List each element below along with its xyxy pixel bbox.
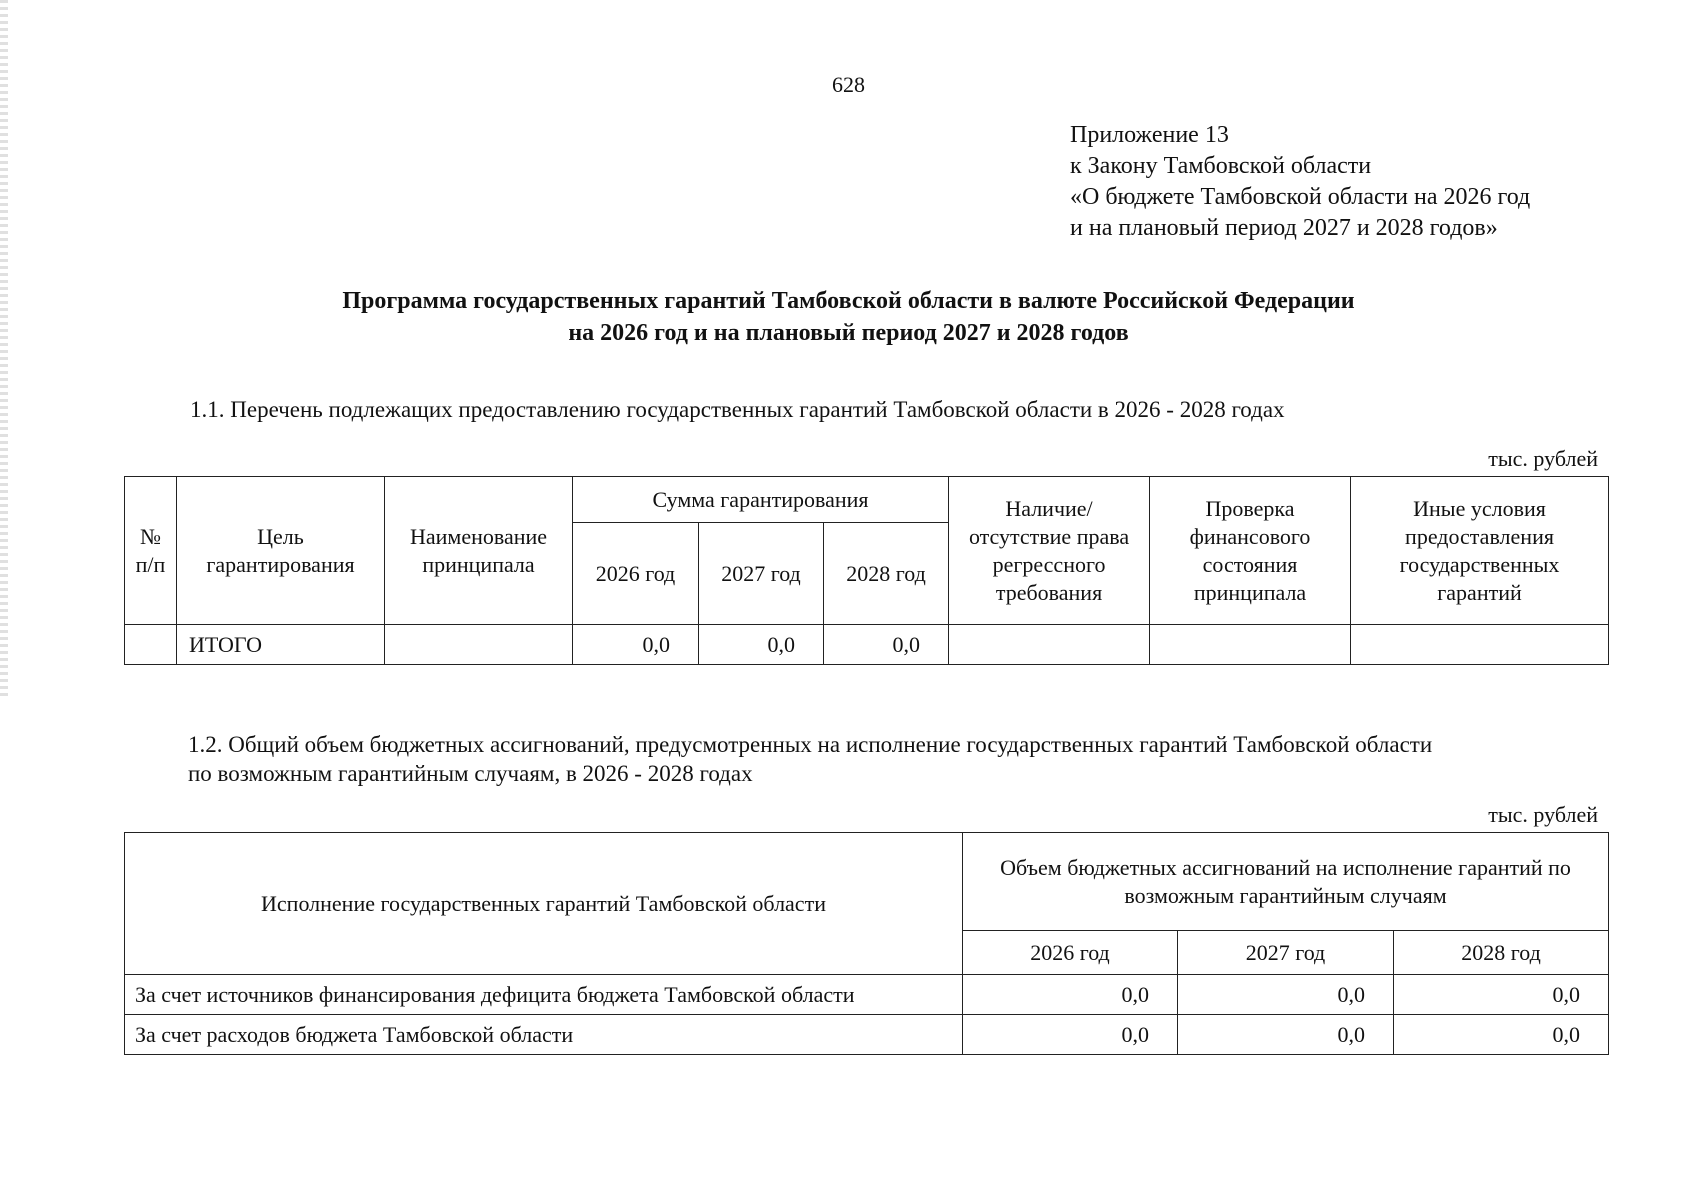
appendix-line: и на плановый период 2027 и 2028 годов» <box>1070 215 1498 241</box>
guarantees-table <box>124 476 1609 665</box>
row-value-2028: 0,0 <box>1394 975 1609 1015</box>
total-other <box>1351 625 1609 665</box>
table-row <box>125 975 1609 1015</box>
total-2026: 0,0 <box>573 625 699 665</box>
title-line-2: на 2026 год и на плановый период 2027 и 2028 годов <box>568 320 1129 346</box>
row-label: За счет расходов бюджета Тамбовской области <box>125 1015 963 1055</box>
scan-edge-artifact <box>0 0 8 700</box>
section-2-heading-line-1: 1.2. Общий объем бюджетных ассигнований, предусмотренных на исполнение государственных гарантий Тамбовской области <box>188 732 1433 757</box>
table-row <box>125 1015 1609 1055</box>
header-year-2026: 2026 год <box>573 523 699 625</box>
total-label: ИТОГО <box>177 625 385 665</box>
header-sum: Сумма гарантирования <box>573 477 949 523</box>
total-regress <box>949 625 1150 665</box>
row-value-2027: 0,0 <box>1178 1015 1394 1055</box>
row-value-2027: 0,0 <box>1178 975 1394 1015</box>
header-other: Иные условия предоставления государственных гарантий <box>1351 477 1609 625</box>
appendix-line: к Закону Тамбовской области <box>1070 153 1372 179</box>
header-year-2028: 2028 год <box>824 523 949 625</box>
header-num: № п/п <box>125 477 177 625</box>
appendix-reference <box>1070 120 1530 244</box>
allocations-table <box>124 832 1609 1055</box>
section-2-heading <box>188 730 1432 788</box>
document-title <box>0 285 1697 349</box>
total-num <box>125 625 177 665</box>
total-check <box>1150 625 1351 665</box>
total-2027: 0,0 <box>699 625 824 665</box>
header-year-2027: 2027 год <box>1178 931 1394 975</box>
row-value-2026: 0,0 <box>963 975 1178 1015</box>
section-2-heading-line-2: по возможным гарантийным случаям, в 2026 - 2028 годах <box>188 761 753 786</box>
section-2-unit: тыс. рублей <box>1488 802 1598 827</box>
page-number: 628 <box>832 72 865 97</box>
title-line-1: Программа государственных гарантий Тамбовской области в валюте Российской Федерации <box>342 288 1355 314</box>
total-2028: 0,0 <box>824 625 949 665</box>
table-row-total <box>125 625 1609 665</box>
appendix-line: Приложение 13 <box>1070 122 1229 148</box>
header-year-2026: 2026 год <box>963 931 1178 975</box>
header-year-2028: 2028 год <box>1394 931 1609 975</box>
header-execution: Исполнение государственных гарантий Тамбовской области <box>125 833 963 975</box>
row-label: За счет источников финансирования дефицита бюджета Тамбовской области <box>125 975 963 1015</box>
header-check: Проверка финансового состояния принципала <box>1150 477 1351 625</box>
section-1-unit: тыс. рублей <box>1488 446 1598 471</box>
appendix-line: «О бюджете Тамбовской области на 2026 год <box>1070 184 1531 210</box>
header-year-2027: 2027 год <box>699 523 824 625</box>
header-volume: Объем бюджетных ассигнований на исполнение гарантий по возможным гарантийным случаям <box>963 833 1609 931</box>
total-principal <box>385 625 573 665</box>
section-1-heading: 1.1. Перечень подлежащих предоставлению государственных гарантий Тамбовской области в 2026 - 2028 годах <box>190 397 1285 422</box>
header-regress: Наличие/ отсутствие права регрессного требования <box>949 477 1150 625</box>
header-principal: Наименование принципала <box>385 477 573 625</box>
row-value-2026: 0,0 <box>963 1015 1178 1055</box>
header-purpose: Цель гарантирования <box>177 477 385 625</box>
row-value-2028: 0,0 <box>1394 1015 1609 1055</box>
